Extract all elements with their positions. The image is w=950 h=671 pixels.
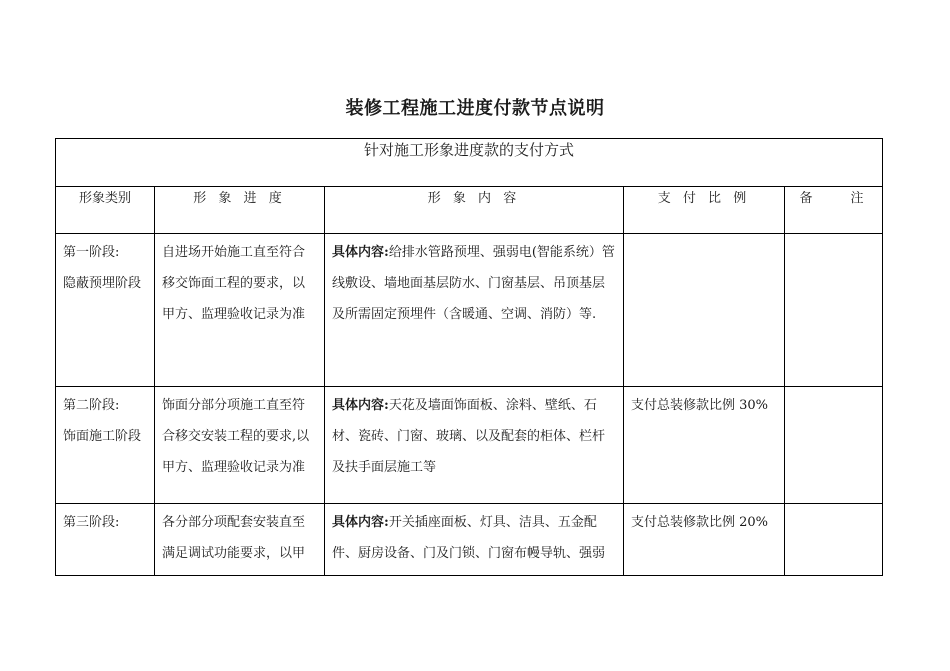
progress-cell — [155, 504, 325, 576]
content-text: 天花及墙面饰面板、涂料、壁纸、石材、瓷砖、门窗、玻璃、以及配套的柜体、栏杆及扶手面层施工等 — [332, 398, 606, 475]
payment-text — [631, 234, 777, 237]
header-category: 形象类别 — [56, 187, 155, 234]
header-remark: 备 注 — [785, 187, 883, 234]
content-cell — [325, 234, 624, 387]
document-title: 装修工程施工进度付款节点说明 — [345, 98, 605, 119]
remark-text — [792, 234, 875, 237]
remark-cell — [785, 504, 883, 576]
table-row — [56, 234, 883, 387]
progress-text: 自进场开始施工直至符合移交饰面工程的要求，以甲方、监理验收记录为准 — [162, 245, 306, 322]
payment-text: 支付总装修款比例 20% — [631, 515, 769, 530]
content-label: 具体内容: — [332, 245, 389, 260]
header-payment-ratio: 支 付 比 例 — [624, 187, 785, 234]
remark-text — [792, 387, 875, 390]
content-label: 具体内容: — [332, 398, 389, 413]
progress-cell — [155, 234, 325, 387]
payment-schedule-table — [55, 138, 883, 576]
table-caption: 针对施工形象进度款的支付方式 — [56, 139, 883, 187]
table-header-row — [56, 187, 883, 234]
stage-name: 饰面施工阶段 — [63, 429, 142, 444]
table-caption-row — [56, 139, 883, 187]
stage-label: 第三阶段: — [63, 515, 120, 530]
payment-text: 支付总装修款比例 30% — [631, 398, 769, 413]
content-text: 开关插座面板、灯具、洁具、五金配件、厨房设备、门及门锁、门窗布幔导轨、强弱 — [332, 515, 606, 561]
progress-text: 各分部分项配套安装直至满足调试功能要求，以甲 — [162, 515, 306, 561]
progress-text: 饰面分部分项施工直至符合移交安装工程的要求,以甲方、监理验收记录为准 — [162, 398, 310, 475]
content-text: 给排水管路预埋、强弱电(智能系统）管线敷设、墙地面基层防水、门窗基层、吊顶基层及所需固定预埋件（含暖通、空调、消防）等. — [332, 245, 615, 322]
remark-cell — [785, 234, 883, 387]
stage-cell — [56, 504, 155, 576]
header-content: 形 象 内 容 — [325, 187, 624, 234]
content-cell — [325, 504, 624, 576]
stage-name: 隐蔽预埋阶段 — [63, 276, 142, 291]
progress-cell — [155, 387, 325, 504]
content-label: 具体内容: — [332, 515, 389, 530]
payment-cell — [624, 387, 785, 504]
payment-cell — [624, 504, 785, 576]
stage-label: 第二阶段: — [63, 398, 120, 413]
payment-cell — [624, 234, 785, 387]
content-cell — [325, 387, 624, 504]
table-row — [56, 387, 883, 504]
stage-label: 第一阶段: — [63, 245, 120, 260]
header-progress: 形 象 进 度 — [155, 187, 325, 234]
table-row — [56, 504, 883, 576]
stage-cell — [56, 234, 155, 387]
stage-cell — [56, 387, 155, 504]
remark-text — [792, 504, 875, 507]
remark-cell — [785, 387, 883, 504]
